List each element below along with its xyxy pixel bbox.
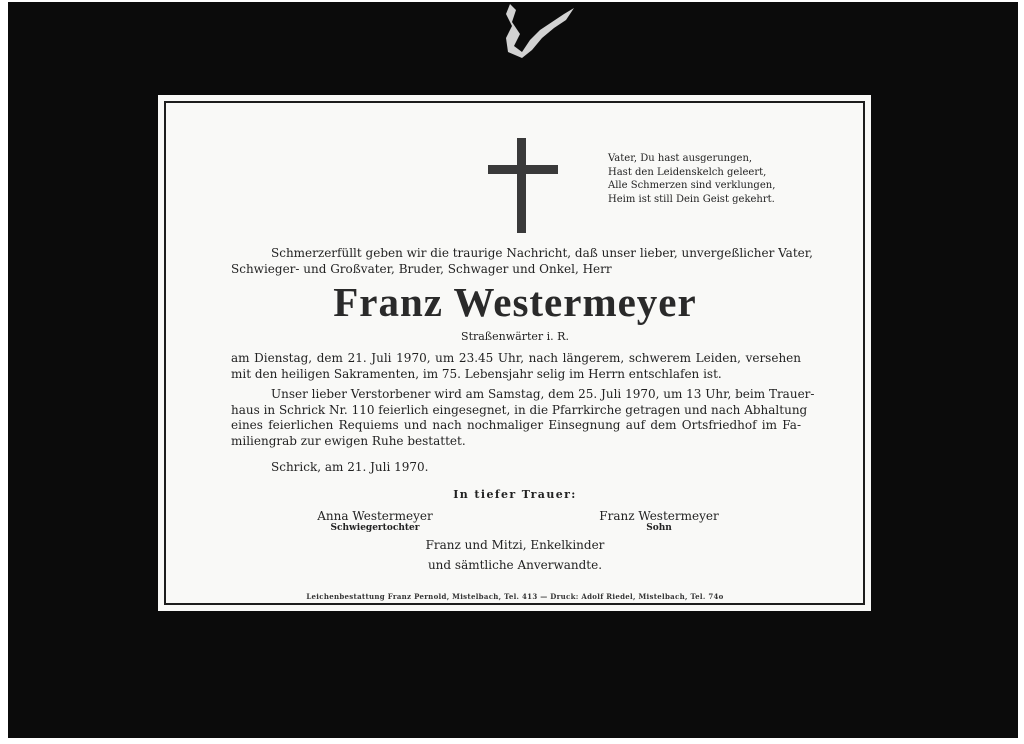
paper-tear xyxy=(492,0,582,60)
verse-line: Alle Schmerzen sind verklungen, xyxy=(608,180,776,191)
mourner-name: Anna Westermeyer xyxy=(317,509,433,523)
cross-icon xyxy=(488,138,560,233)
printer-footer: Leichenbestattung Franz Pernold, Mistelbach, Tel. 413 — Druck: Adolf Riedel, Mistelbach, Tel. 74o xyxy=(306,592,724,601)
mourner-role: Sohn xyxy=(646,523,672,533)
death-line: am Dienstag, dem 21. Juli 1970, um 23.45 Uhr, nach längerem, schwerem Leiden, versehen xyxy=(231,351,801,365)
intro-paragraph xyxy=(231,246,813,277)
mourner xyxy=(584,509,734,533)
funeral-paragraph xyxy=(231,387,815,449)
mourner-role: Schwiegertochter xyxy=(330,523,420,533)
mourning-heading: In tiefer Trauer: xyxy=(453,488,577,501)
mourner xyxy=(300,509,450,533)
funeral-line: miliengrab zur ewigen Ruhe bestattet. xyxy=(231,433,466,448)
death-line: mit den heiligen Sakramenten, im 75. Lebensjahr selig im Herrn entschlafen ist. xyxy=(231,366,722,381)
mourner-name: Franz Westermeyer xyxy=(599,509,719,523)
closing-line: Franz und Mitzi, Enkelkinder xyxy=(425,538,605,552)
occupation: Straßenwärter i. R. xyxy=(461,330,569,343)
funeral-line: Unser lieber Verstorbener wird am Samstag, dem 25. Juli 1970, um 13 Uhr, beim Trauer- xyxy=(271,387,815,401)
intro-line: Schmerzerfüllt geben wir die traurige Nachricht, daß unser lieber, unvergeßlicher Vater, xyxy=(271,246,813,260)
funeral-line: eines feierlichen Requiems und nach nochmaliger Einsegnung auf dem Ortsfriedhof im Fa- xyxy=(231,418,801,432)
verse-line: Hast den Leidenskelch geleert, xyxy=(608,166,767,178)
closing-line: und sämtliche Anverwandte. xyxy=(427,558,603,572)
verse-line: Vater, Du hast ausgerungen, xyxy=(608,153,753,164)
death-paragraph xyxy=(231,351,801,382)
verse xyxy=(608,152,808,206)
deceased-name: Franz Westermeyer xyxy=(333,279,697,325)
place-date: Schrick, am 21. Juli 1970. xyxy=(271,460,429,474)
intro-line: Schwieger- und Großvater, Bruder, Schwager und Onkel, Herr xyxy=(231,261,612,276)
funeral-line: haus in Schrick Nr. 110 feierlich eingesegnet, in die Pfarrkirche getragen und nach Abhaltung xyxy=(231,402,808,417)
verse-line: Heim ist still Dein Geist gekehrt. xyxy=(608,193,775,205)
